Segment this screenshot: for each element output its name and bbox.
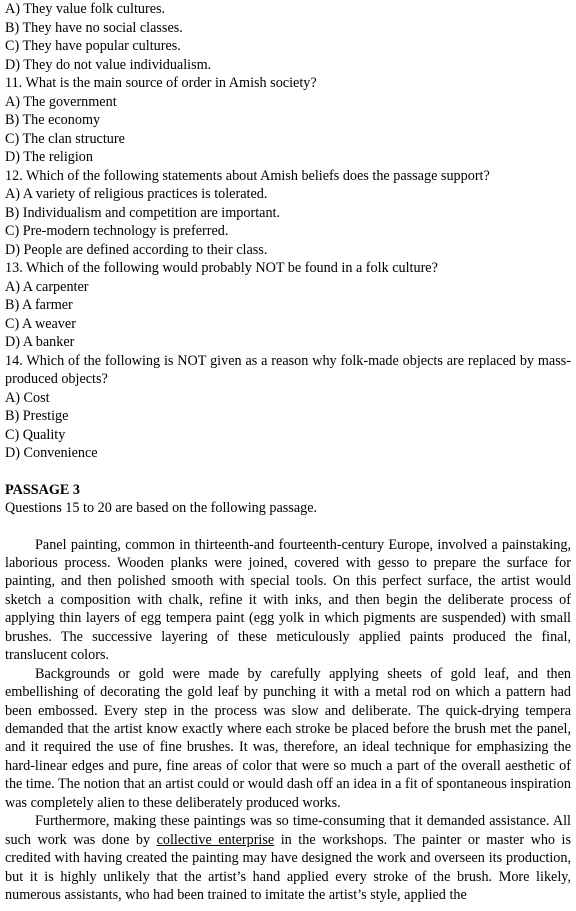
option-10d: D) They do not value individualism. [5, 56, 212, 73]
option-12b: B) Individualism and competition are important. [5, 204, 281, 221]
option-13a: A) A carpenter [5, 278, 89, 295]
option-13d: D) A banker [5, 334, 75, 350]
option-12c: C) Pre-modern technology is preferred. [5, 223, 229, 239]
passage-paragraph-2: Backgrounds or gold were made by carefully applying sheets of gold leaf, and then embellishing of decorating the gold leaf by punching it with a metal rod on which a pattern had been embossed. Every step in the process was slow and deliberate. The quick-drying tempera demanded that the artist know exactly where each stroke be placed before the brush met the panel, and it required the use of fine brushes. It was, therefore, an ideal technique for emphasizing the hard-linear edges and pure, fine areas of color that were so much a part of the overall aesthetic of the time. The notion that an artist could or would dash off an idea in a fit of spontaneous inspiration was completely alien to these deliberately produced works. [5, 665, 571, 811]
paragraph-3-text-after: in the workshops. The painter or master who is credited with having created the painting may have designed the work and overseen its production, but it is highly unlikely that the artist’s hand applied every stroke of the brush. More likely, numerous assistants, who had been trained to imitate the artist’s style, applied the [5, 831, 571, 904]
option-14b: B) Prestige [5, 408, 69, 424]
question-11-stem: 11. What is the main source of order in Amish society? [5, 75, 317, 91]
option-11c: C) The clan structure [5, 130, 125, 147]
option-10c: C) They have popular cultures. [5, 38, 181, 54]
option-14a: A) Cost [5, 389, 50, 406]
option-11a: A) The government [5, 93, 117, 110]
option-10a: A) They value folk cultures. [5, 1, 166, 17]
question-13 [5, 259, 571, 352]
question-14 [5, 352, 571, 463]
question-12-stem: 12. Which of the following statements about Amish beliefs does the passage support? [5, 167, 490, 184]
question-10-options [5, 0, 571, 74]
document-page [5, 0, 571, 905]
option-13c: C) A weaver [5, 315, 76, 332]
question-11 [5, 74, 571, 167]
option-10b: B) They have no social classes. [5, 19, 183, 36]
passage-heading: PASSAGE 3 [5, 481, 81, 498]
passage-paragraph-1: Panel painting, common in thirteenth-and fourteenth-century Europe, involved a painstaking, laborious process. Wooden planks were joined, covered with gesso to prepare the surface for painting, and then polished smooth with special tools. On this perfect surface, the artist would sketch a composition with chalk, refine it with inks, and then begin the deliberate process of applying thin layers of egg tempera paint (egg yolk in which pigments are suspended) with small brushes. The successive layering of these meticulously applied paints produced the final, translucent colors. [5, 536, 571, 664]
question-13-stem: 13. Which of the following would probably NOT be found in a folk culture? [5, 260, 438, 276]
option-12a: A) A variety of religious practices is tolerated. [5, 186, 268, 202]
option-13b: B) A farmer [5, 297, 73, 313]
option-11b: B) The economy [5, 112, 101, 128]
question-12 [5, 167, 571, 260]
paragraph-3-text-before: Furthermore, making these paintings was so time-consuming that it demanded assistance. All such work was done by [5, 813, 571, 848]
option-14c: C) Quality [5, 426, 66, 443]
option-14d: D) Convenience [5, 445, 98, 461]
underlined-phrase: collective enterprise [156, 831, 275, 848]
passage-instruction: Questions 15 to 20 are based on the following passage. [5, 500, 318, 516]
option-11d: D) The religion [5, 149, 93, 165]
passage-paragraph-3 [5, 812, 571, 904]
question-14-stem: 14. Which of the following is NOT given as a reason why folk-made objects are replaced by mass-produced objects? [5, 352, 571, 387]
option-12d: D) People are defined according to their class. [5, 241, 268, 258]
